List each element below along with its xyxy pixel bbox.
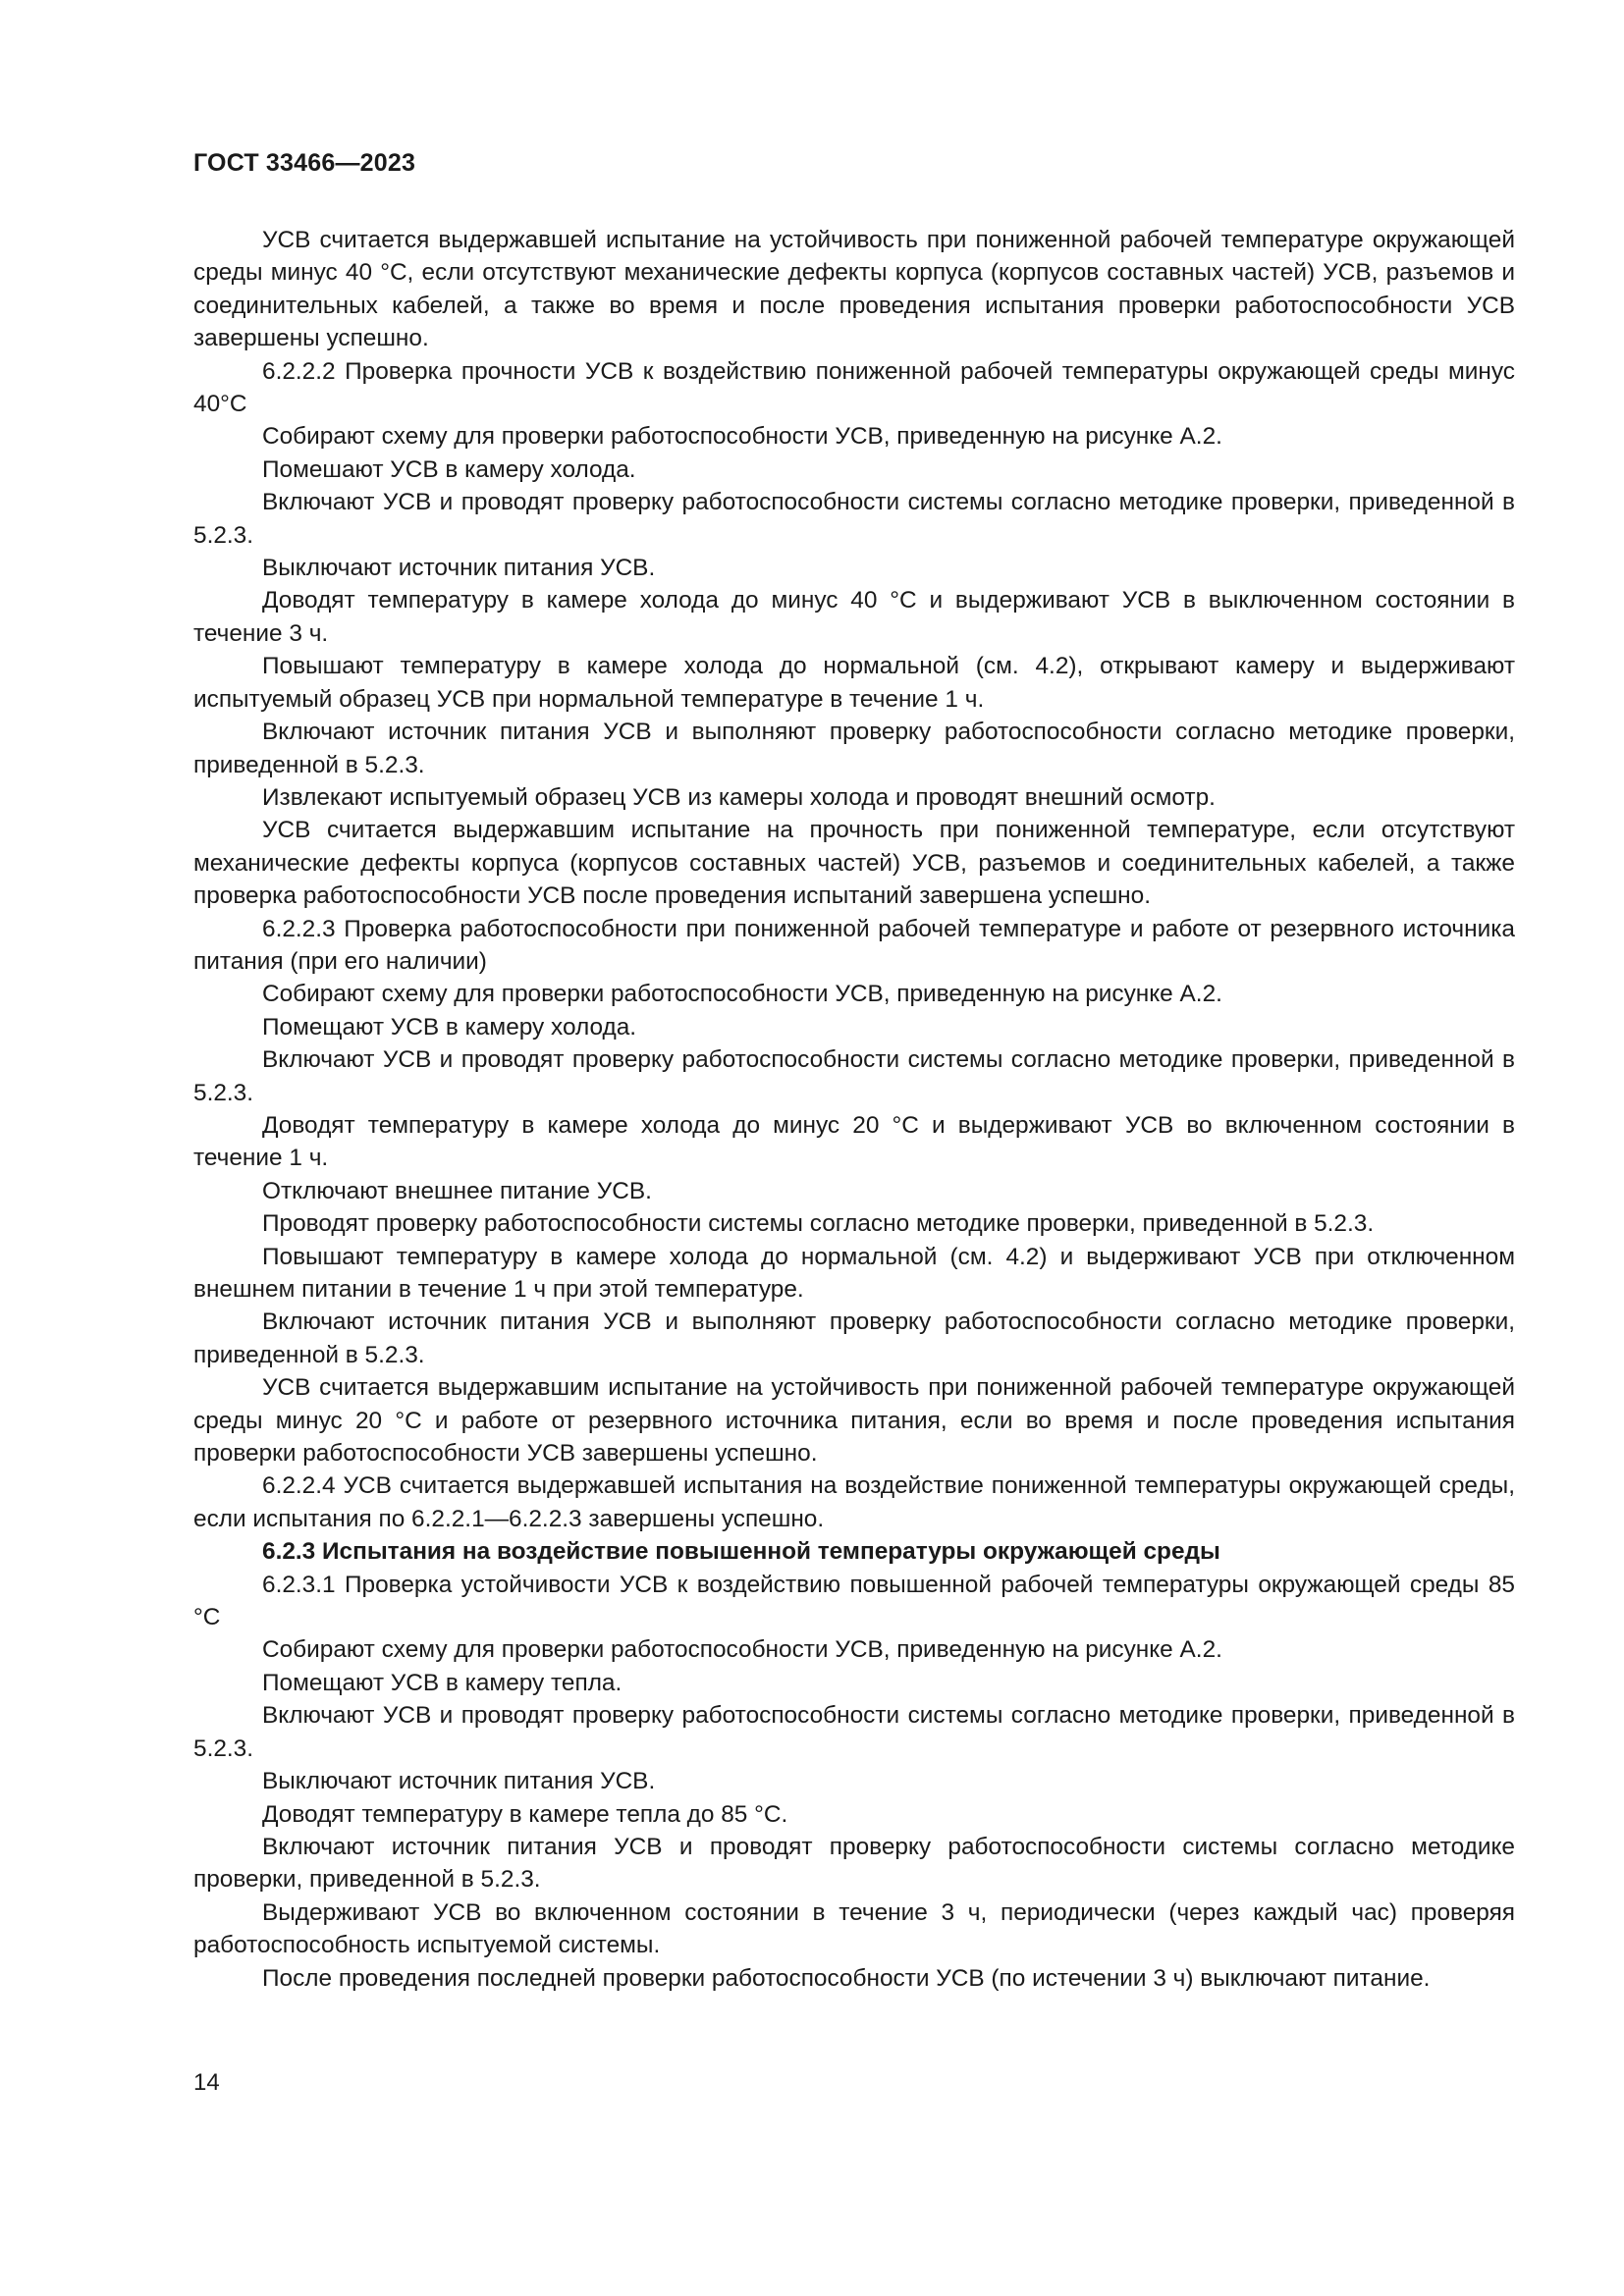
- paragraph: Извлекают испытуемый образец УСВ из камеры холода и проводят внешний осмотр.: [262, 783, 1216, 811]
- paragraph: Доводят температуру в камере холода до минус 20 °C и выдерживают УСВ во включенном состоянии в течение 1 ч.: [193, 1111, 1515, 1172]
- paragraph: Включают УСВ и проводят проверку работоспособности системы согласно методике проверки, приведенной в 5.2.3.: [193, 489, 1515, 549]
- paragraph: Включают УСВ и проводят проверку работоспособности системы согласно методике проверки, приведенной в 5.2.3.: [193, 1702, 1515, 1762]
- paragraph: УСВ считается выдержавшей испытание на устойчивость при пониженной рабочей температуре окружающей среды минус 40 °C, если отсутствуют механические дефекты корпуса (корпусов составных частей) УСВ, разъемов и соединительных кабелей, а также во время и после проведения испытания проверки работоспособности УСВ завершены успешно.: [193, 227, 1515, 352]
- paragraph: Собирают схему для проверки работоспособности УСВ, приведенную на рисунке А.2.: [262, 1636, 1222, 1664]
- section-heading: 6.2.3 Испытания на воздействие повышенной температуры окружающей среды: [262, 1538, 1220, 1566]
- paragraph: Выключают источник питания УСВ.: [262, 1768, 656, 1795]
- paragraph: Выключают источник питания УСВ.: [262, 555, 656, 582]
- paragraph: После проведения последней проверки работоспособности УСВ (по истечении 3 ч) выключают питание.: [262, 1964, 1431, 1992]
- paragraph: 6.2.2.3 Проверка работоспособности при пониженной рабочей температуре и работе от резервного источника питания (при его наличии): [193, 915, 1515, 975]
- paragraph: Помещают УСВ в камеру холода.: [262, 1013, 637, 1041]
- page-number: 14: [193, 2069, 220, 2096]
- paragraph: Помешают УСВ в камеру холода.: [262, 455, 636, 483]
- paragraph: Повышают температуру в камере холода до нормальной (см. 4.2), открывают камеру и выдерживают испытуемый образец УСВ при нормальной температуре в течение 1 ч.: [193, 653, 1515, 713]
- paragraph: 6.2.2.4 УСВ считается выдержавшей испытания на воздействие пониженной температуры окружающей среды, если испытания по 6.2.2.1—6.2.2.3 завершены успешно.: [193, 1472, 1515, 1532]
- paragraph: 6.2.2.2 Проверка прочности УСВ к воздействию пониженной рабочей температуры окружающей среды минус 40°C: [193, 357, 1515, 418]
- paragraph: Выдерживают УСВ во включенном состоянии в течение 3 ч, периодически (через каждый час) проверяя работоспособность испытуемой системы.: [193, 1898, 1515, 1959]
- document-body: [193, 224, 1515, 1995]
- paragraph: Доводят температуру в камере холода до минус 40 °C и выдерживают УСВ в выключенном состоянии в течение 3 ч.: [193, 587, 1515, 647]
- paragraph: Помещают УСВ в камеру тепла.: [262, 1669, 623, 1696]
- paragraph: Включают источник питания УСВ и проводят проверку работоспособности системы согласно методике проверки, приведенной в 5.2.3.: [193, 1833, 1515, 1894]
- paragraph: Собирают схему для проверки работоспособности УСВ, приведенную на рисунке А.2.: [262, 423, 1222, 451]
- paragraph: Собирают схему для проверки работоспособности УСВ, приведенную на рисунке А.2.: [262, 981, 1222, 1008]
- paragraph: Включают источник питания УСВ и выполняют проверку работоспособности согласно методике проверки, приведенной в 5.2.3.: [193, 719, 1515, 778]
- paragraph: Включают УСВ и проводят проверку работоспособности системы согласно методике проверки, приведенной в 5.2.3.: [193, 1046, 1515, 1106]
- paragraph: УСВ считается выдержавшим испытание на прочность при пониженной температуре, если отсутствуют механические дефекты корпуса (корпусов составных частей) УСВ, разъемов и соединительных кабелей, а также проверка работоспособности УСВ после проведения испытаний завершена успешно.: [193, 817, 1515, 910]
- paragraph: Отключают внешнее питание УСВ.: [262, 1177, 652, 1204]
- paragraph: Проводят проверку работоспособности системы согласно методике проверки, приведенной в 5.2.3.: [262, 1210, 1375, 1238]
- paragraph: Повышают температуру в камере холода до нормальной (см. 4.2) и выдерживают УСВ при отключенном внешнем питании в течение 1 ч при этой температуре.: [193, 1243, 1515, 1303]
- paragraph: 6.2.3.1 Проверка устойчивости УСВ к воздействию повышенной рабочей температуры окружающей среды 85 °C: [193, 1571, 1515, 1631]
- document-header: ГОСТ 33466—2023: [193, 149, 416, 177]
- paragraph: УСВ считается выдержавшим испытание на устойчивость при пониженной рабочей температуре окружающей среды минус 20 °C и работе от резервного источника питания, если во время и после проведения испытания проверки работоспособности УСВ завершены успешно.: [193, 1374, 1515, 1468]
- paragraph: Доводят температуру в камере тепла до 85 °C.: [262, 1800, 788, 1828]
- paragraph: Включают источник питания УСВ и выполняют проверку работоспособности согласно методике проверки, приведенной в 5.2.3.: [193, 1308, 1515, 1368]
